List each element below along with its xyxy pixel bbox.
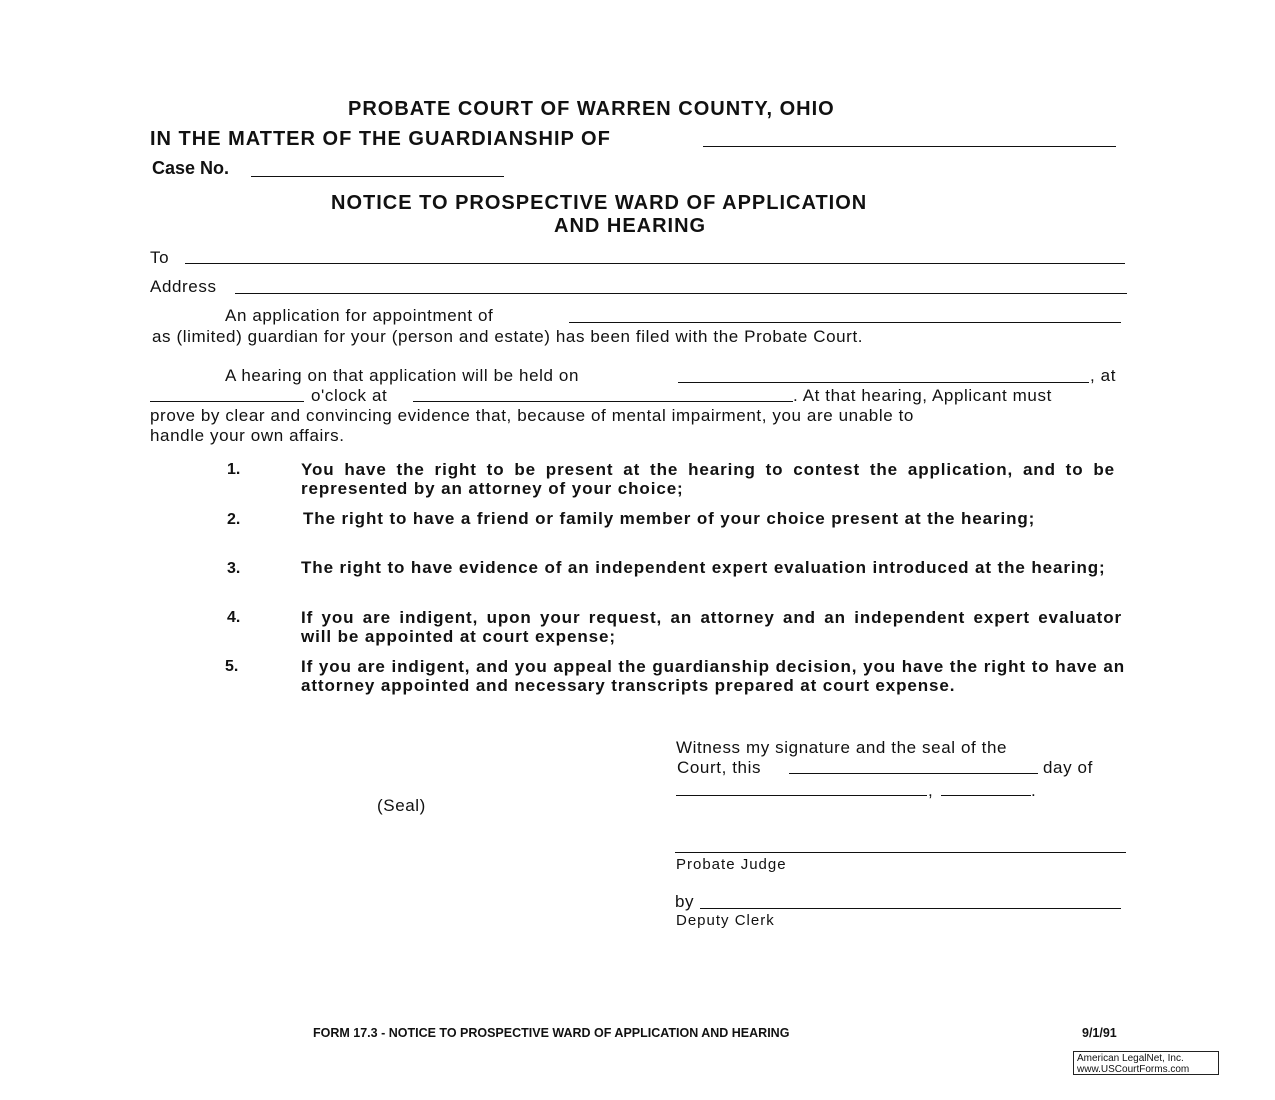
witness-text: Witness my signature and the seal of the xyxy=(676,738,1008,757)
oclock-text: o'clock at xyxy=(311,386,388,405)
right-2-number: 2. xyxy=(227,511,241,528)
day-field[interactable] xyxy=(789,773,1038,774)
notice-title-line1: NOTICE TO PROSPECTIVE WARD OF APPLICATION xyxy=(331,192,868,214)
right-2-text: The right to have a friend or family member of your choice present at the hearing; xyxy=(303,509,1036,528)
address-label: Address xyxy=(150,277,217,296)
date-period: . xyxy=(1031,781,1037,800)
evidence-text: prove by clear and convincing evidence that, because of mental impairment, you are unable to xyxy=(150,406,914,425)
to-field[interactable] xyxy=(185,263,1125,264)
date-comma: , xyxy=(928,781,934,800)
right-3-text: The right to have evidence of an independent expert evaluation introduced at the hearing; xyxy=(301,558,1106,577)
matter-label: IN THE MATTER OF THE GUARDIANSHIP OF xyxy=(150,128,611,150)
deputy-clerk-label: Deputy Clerk xyxy=(676,912,775,929)
to-label: To xyxy=(150,248,170,267)
right-5-text: If you are indigent, and you appeal the guardianship decision, you have the right to have an attorney appointed and necessary transcripts prepared at court expense. xyxy=(301,657,1125,695)
seal-label: (Seal) xyxy=(377,796,426,815)
court-title: PROBATE COURT OF WARREN COUNTY, OHIO xyxy=(348,98,835,120)
address-field[interactable] xyxy=(235,293,1127,294)
right-1-text: You have the right to be present at the hearing to contest the application, and to be represented by an attorney of your choice; xyxy=(301,460,1115,498)
day-of-text: day of xyxy=(1043,758,1093,777)
publisher-badge xyxy=(1073,1051,1219,1075)
right-4-number: 4. xyxy=(227,609,241,626)
hearing-place-field[interactable] xyxy=(413,401,793,402)
form-title-footer: FORM 17.3 - NOTICE TO PROSPECTIVE WARD OF APPLICATION AND HEARING xyxy=(313,1026,790,1040)
hearing-date-field[interactable] xyxy=(678,382,1089,383)
probate-judge-label: Probate Judge xyxy=(676,856,787,873)
form-date-footer: 9/1/91 xyxy=(1082,1026,1117,1040)
case-no-label: Case No. xyxy=(152,158,230,178)
court-this-text: Court, this xyxy=(677,758,762,777)
month-field[interactable] xyxy=(676,795,927,796)
publisher-name: American LegalNet, Inc. xyxy=(1077,1053,1184,1064)
right-1-number: 1. xyxy=(227,461,241,478)
ward-name-field[interactable] xyxy=(703,146,1116,147)
right-4-text: If you are indigent, upon your request, an attorney and an independent expert evaluator will be appointed at court expense; xyxy=(301,608,1122,646)
judge-signature-field[interactable] xyxy=(675,852,1126,853)
by-label: by xyxy=(675,892,695,911)
right-3-number: 3. xyxy=(227,560,241,577)
applicant-must-text: . At that hearing, Applicant must xyxy=(793,386,1052,405)
hearing-at-text: , at xyxy=(1090,366,1117,385)
deputy-clerk-signature-field[interactable] xyxy=(700,908,1121,909)
case-no-field[interactable] xyxy=(251,176,504,177)
guardian-name-field[interactable] xyxy=(569,322,1121,323)
hearing-text: A hearing on that application will be held on xyxy=(225,366,580,385)
guardian-role-text: as (limited) guardian for your (person and estate) has been filed with the Probate Court. xyxy=(152,327,864,346)
year-field[interactable] xyxy=(941,795,1031,796)
notice-title-line2: AND HEARING xyxy=(554,215,707,237)
application-text: An application for appointment of xyxy=(225,306,494,325)
hearing-time-field[interactable] xyxy=(150,401,304,402)
right-5-number: 5. xyxy=(225,658,239,675)
publisher-url: www.USCourtForms.com xyxy=(1077,1064,1190,1075)
affairs-text: handle your own affairs. xyxy=(150,426,345,445)
